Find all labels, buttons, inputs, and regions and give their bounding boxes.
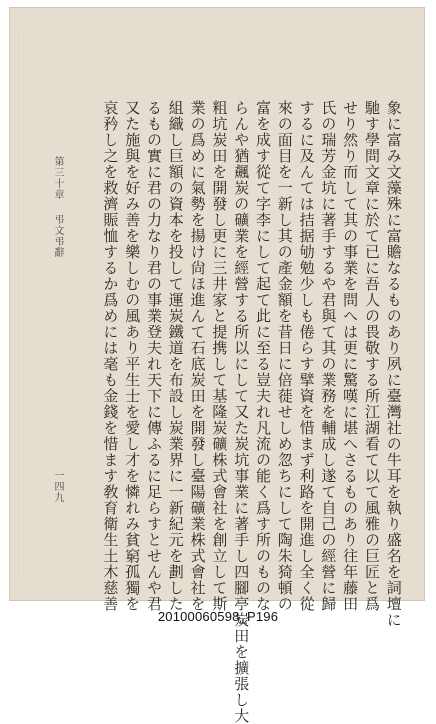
image-caption: 20100060598_P196 <box>157 609 279 624</box>
section-label: 弔文弔辭 <box>52 214 63 258</box>
text-column: 富を成す從て字李にして起て此に至る豈夫れ凡流の能く爲す所のものな <box>253 100 272 612</box>
text-column: 業の爲めに氣勢を揚け尙ほ進んて石底炭田を開發し臺陽礦業株式會社を <box>188 100 207 612</box>
text-column: らんや猶飆炭の礦業を經營する所以にして又た炭坑事業に著手し四腳亭炭田を擴張し大 <box>232 100 251 724</box>
text-column: 馳す學問文章に於て已に吾人の畏敬する所江湖看て以て風雅の巨匠と爲 <box>362 100 381 612</box>
text-column: するに及んては拮据劬勉少しも倦らす擘資を惜まず利路を開進し全く從 <box>297 100 316 612</box>
text-column: 粗坑炭田を開發し更に三井家と提携して基隆炭礦株式會社を創立して斯 <box>210 100 229 612</box>
text-column: 來の面目を一新し其の產金額を昔日に倍蓰せしめ忽ちにして陶朱猗頓の <box>275 100 294 612</box>
text-column: 氏の瑞芳金坑に著手するや君與て其の業務を輔成し遂て自己の經營に歸 <box>319 100 338 612</box>
page-fold-shadow <box>18 28 20 578</box>
text-column: 象に富み文藻殊に富贍なるものあり夙に臺灣社の牛耳を執り盛名を詞壇に <box>384 100 403 628</box>
text-column: 又た施與を好み善を樂しむの風あり平生士を愛し才を憐れみ貧窮孤獨を <box>123 100 142 612</box>
page-number: 一四九 <box>52 470 63 503</box>
text-column: るもの實に君の力なり君の事業登夫れ天下に傳ふるに足らすとせんや君 <box>145 100 163 612</box>
chapter-label: 第三十章 <box>52 156 63 200</box>
text-column: 哀矜し之を救濟賑恤するか爲めには毫も金錢を惜ます敎育衛生土木慈善 <box>101 100 120 612</box>
text-column: せり然り而して其の事業を問へは更に驚嘆に堪へさるものあり往年藤田 <box>341 100 360 612</box>
text-column: 組織し巨額の資本を投して運炭鐵道を布設し炭業界に一新紀元を劃した <box>166 100 185 612</box>
running-header <box>50 156 65 258</box>
